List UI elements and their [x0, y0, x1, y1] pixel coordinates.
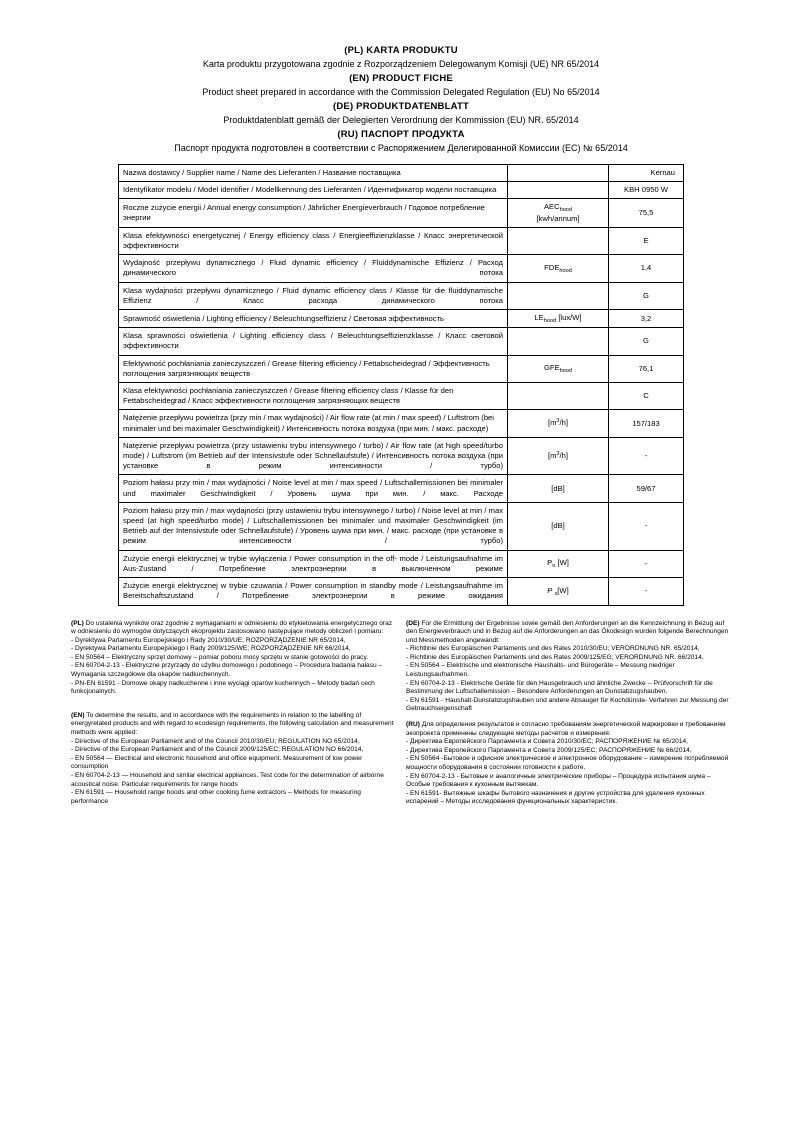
- table-row: [119, 227, 684, 254]
- notes-de-line: - Richtlinie des Europäischen Parlaments und des Rates 2009/125/EG; VERORDNUNG NR. 66/2014,: [406, 653, 704, 661]
- notes-en-line: - Directive of the European Parliament and of the Council 2009/125/EC; REGULATION NO 66/2014,: [71, 746, 364, 754]
- spec-symbol: $[m^3/h]$: [508, 410, 609, 437]
- heading-sub-en: Product sheet prepared in accordance with the Commission Delegated Regulation (EU) No 65/2014: [202, 87, 600, 97]
- spec-description: Poziom hałasu przy min / max wydajności (przy ustawieniu trybu intensywnego / turbo) / Noise level at min / max speed (at high speed/turbo mode) / Luftschallemissionen bei minimaler und maximaler Geschwindigkeit (im Betrieb auf der Intensivstufe oder Schnellaufstufe) / Уровень шума при мин. / макс. расходе (при установке в режим интенсивности / турбо): [119, 502, 508, 550]
- spec-description: Zużycie energii elektrycznej w trybie wyłączenia / Power consumption in the off- mode / Leistungsaufnahme im Aus-Zustand / Потребление электроэнергии в выключенном режиме: [119, 550, 508, 577]
- spec-value: 76,1: [609, 355, 684, 382]
- table-row: [119, 578, 684, 605]
- notes-en-line: - EN 61591 — Household range hoods and other cooking fume extractors – Methods for measuring performance: [71, 789, 361, 805]
- spec-value: 1,4: [609, 255, 684, 282]
- spec-symbol: P $_s$[W]: [508, 578, 609, 605]
- notes-de: [406, 620, 731, 715]
- spec-description: Natężenie przepływu powietrza (przy ustawieniu trybu intensywnego / turbo) / Air flow rate (at high speed/turbo mode) / Luftstrom (im Betrieb auf der Intensivstufe oder Schnellaufstufe) / Интенсивность потока воздуха (при установке в режим интенсивности / турбо): [119, 437, 508, 475]
- notes-ru: [406, 721, 731, 807]
- spec-description: Wydajność przepływu dynamicznego / Fluid dynamic efficiency / Fluiddynamische Effizienz / Расход динамического потока: [119, 255, 508, 282]
- notes-en-line: - EN 60704-2-13 — Household and similar electrical appliances. Test code for the determination of airborne acoustical noise. Particular requirements for range hoods: [71, 772, 384, 788]
- table-row: [119, 437, 684, 475]
- spec-description: Nazwa dostawcy / Supplier name / Name des Lieferanten / Название поставщика: [119, 165, 508, 182]
- spec-description: Klasa efektywności energetycznej / Energy efficiency class / Energieeffizienzklasse / Класс энергетической эффективности: [119, 227, 508, 254]
- spec-description: Klasa sprawności oświetlenia / Lighting efficiency class / Beleuchtungseffizienzklasse / Класс световой эффективности: [119, 328, 508, 355]
- table-row: [119, 328, 684, 355]
- spec-symbol: $GFE_{hood}$: [508, 355, 609, 382]
- spec-value: 3,2: [609, 310, 684, 328]
- spec-value: E: [609, 227, 684, 254]
- notes-pl-line: - EN 60704-2-13 - Elektryczne przyrządy do użytku domowego i podobnego – Procedura badania hałasu – Wymagania szczegółowe dla okapów nadkuchennych.: [71, 662, 383, 679]
- spec-value: -: [609, 502, 684, 550]
- heading-title-ru: (RU) ПАСПОРТ ПРОДУКТА: [337, 129, 465, 140]
- spec-symbol: $FDE_{hood}$: [508, 255, 609, 282]
- spec-description: Identyfikator modelu / Model identifier / Modellkennung des Lieferanten / Идентификатор модели поставщика: [119, 182, 508, 199]
- notes-pl: [71, 620, 396, 697]
- document-headings: [0, 0, 802, 155]
- heading-sub-ru: Паспорт продукта подготовлен в соответствии с Распоряжением Делегированной Комиссии (ЕС) № 65/2014: [174, 143, 628, 153]
- spec-description: Roczne zużycie energii / Annual energy consumption / Jährlicher Energieverbrauch / Годовое потребление энергии: [119, 199, 508, 227]
- spec-symbol: [dB]: [508, 502, 609, 550]
- notes-en-line: - EN 50564 — Electrical and electronic household and office equipment. Measurement of low power consumption: [71, 754, 363, 771]
- heading-title-de: (DE) PRODUKTDATENBLATT: [333, 101, 469, 112]
- heading-sub-de: Produktdatenblatt gemäß der Delegierten Verordnung der Kommission (EU) NR. 65/2014: [223, 115, 579, 125]
- table-row: [119, 410, 684, 437]
- notes-ru-line: - Директива Европейского Парламента и Совета 2009/125/ЕС; РАСПОРЯЖЕНИЕ № 66/2014,: [406, 746, 692, 754]
- notes-de-line: (DE) Für die Ermittlung der Ergebnisse sowie gemäß den Anforderungen an die Kennzeichnung in Bezug auf den Energieverbrauch und in Bezug auf die Anforderungen an das Ökodesign wurden folgende Berechnungen und Messmethoden angewandt:: [406, 619, 729, 644]
- spec-symbol: [508, 282, 609, 309]
- heading-title-en: (EN) PRODUCT FICHE: [349, 73, 453, 84]
- notes-column-left: [71, 620, 396, 814]
- table-row: [119, 199, 684, 227]
- spec-value: 59/67: [609, 475, 684, 502]
- spec-value: -: [609, 437, 684, 475]
- notes-ru-line: - EN 50564 -Бытовое и офисное электрическое и электронное оборудование – измерение потребляемой мощности оборудования в состоянии готовности к работе.: [406, 755, 729, 771]
- spec-value: 75,5: [609, 199, 684, 227]
- spec-symbol: $LE_{hood}$ [lux/W]: [508, 310, 609, 328]
- table-row: [119, 182, 684, 199]
- notes-section: [71, 620, 731, 814]
- notes-ru-line: (RU) Для определения результатов и согласно требованиям энергетической маркировки и требованиям экопроекта применены следующие методы расчетов и измерения:: [406, 721, 726, 737]
- spec-value: C: [609, 383, 684, 410]
- heading-sub-pl: Karta produktu przygotowana zgodnie z Rozporządzeniem Delegowanym Komisji (UE) NR 65/2014: [202, 59, 600, 69]
- notes-de-line: - EN 61591 - Haushalt-Dunstabzugshauben und andere Absauger für Kochdünste- Verfahren zur Messung der Gebrauchseigenschaft: [406, 696, 729, 713]
- table-row: [119, 502, 684, 550]
- spec-description: Klasa wydajności przepływu dynamicznego / Fluid dynamic efficiency class / Klasse für die fluiddynamische Effizienz / Класс расхода динамического потока: [119, 282, 508, 309]
- spec-symbol: [508, 383, 609, 410]
- notes-ru-line: - Директива Европейского Парламента и Совета 2010/30/ЕС; РАСПОРЯЖЕНИЕ № 65/2014,: [406, 738, 688, 746]
- spec-description: Zużycie energii elektrycznej w trybie czuwania / Power consumption in standby mode / Leistungsaufnahme im Bereitschaftszustand / Потребление электроэнергии в режиме ожидания: [119, 578, 508, 605]
- notes-en: [71, 712, 396, 807]
- spec-symbol: [508, 227, 609, 254]
- spec-symbol: $[m^3/h]$: [508, 437, 609, 475]
- notes-en-line: (EN) To determine the results, and in accordance with the requirements in relation to the labelling of energyrelated products and with regard to ecodesign requirements, the following calculation and measurement methods were applied:: [71, 711, 394, 737]
- spec-description: Sprawność oświetlenia / Lighting efficiency / Beleuchtungseffizienz / Световая эффективность: [119, 310, 508, 328]
- spec-symbol: [dB]: [508, 475, 609, 502]
- notes-pl-line: (PL) Do ustalenia wyników oraz zgodnie z wymaganiami w odniesieniu do etykietowania energetycznego oraz w odniesieniu do wymogów dotyczących ekoprojektu zastosowano następujące metody obliczeń i pomiaru:: [71, 619, 393, 636]
- notes-pl-line: - Dyrektywa Parlamentu Europejskiego i Rady 2009/125/WE; ROZPORZĄDZENIE NR 66/2014,: [71, 645, 351, 653]
- notes-pl-line: - EN 50564 – Elektryczny sprzęt domowy – pomiar poboru mocy sprzętu w stanie gotowości do pracy.: [71, 653, 369, 661]
- notes-pl-line: - Dyrektywa Parlamentu Europejskiego i Rady 2010/30/UE; ROZPORZĄDZENIE NR 65/2014,: [71, 636, 346, 644]
- table-row: [119, 282, 684, 309]
- notes-pl-line: - PN-EN 61591 - Domowe okapy nadkuchenne i inne wyciągi oparów kuchennych – Metody badań cech funkcjonalnych.: [71, 679, 375, 696]
- notes-en-line: - Directive of the European Parliament and of the Council 2010/30/EU; REGULATION NO 65/2014,: [71, 737, 360, 745]
- spec-value: G: [609, 328, 684, 355]
- spec-description: Poziom hałasu przy min / max wydajności / Noise level at min / max speed / Luftschallemissionen bei minimaler und maximaler Geschwindigkeit / Уровень шума при мин. / макс. Расходе: [119, 475, 508, 502]
- notes-de-line: - Richtlinie des Europäischen Parlaments und des Rates 2010/30/EU; VERORDNUNG NR. 65/2014,: [406, 645, 700, 653]
- spec-description: Efektywność pochłaniania zanieczyszczeń / Grease filtering efficiency / Fettabscheidegrad / Эффективность поглощения загрязняющих веществ: [119, 355, 508, 382]
- notes-ru-line: - EN 61591- Вытяжные шкафы бытового назначения и другие устройства для удаления кухонных испарений – Методы исследования функциональных характеристик.: [406, 789, 705, 806]
- spec-description: Natężenie przepływu powietrza (przy min / max wydajności) / Air flow rate (at min / max speed) / Luftstrom (bei minimaler und bei maximaler Geschwindigkeit) / Интенсивность потока воздуха (при мин. / макс. расходе): [119, 410, 508, 437]
- spec-value: -: [609, 550, 684, 577]
- spec-value: Kernau: [609, 165, 684, 182]
- table-row: [119, 355, 684, 382]
- table-row: [119, 255, 684, 282]
- table-row: [119, 550, 684, 577]
- heading-title-pl: (PL) KARTA PRODUKTU: [344, 45, 458, 56]
- spec-value: -: [609, 578, 684, 605]
- notes-de-line: - EN 50564 – Elektrische und elektronische Haushalts- und Bürogeräte – Messung niedriger Leistungsaufnahmen.: [406, 662, 675, 679]
- spec-symbol: [508, 165, 609, 182]
- specification-table: [118, 164, 684, 606]
- table-row: [119, 310, 684, 328]
- spec-symbol: [508, 328, 609, 355]
- notes-column-right: [406, 620, 731, 814]
- spec-symbol: $AEC_{hood}$ [kwh/annum]: [508, 199, 609, 227]
- spec-value: KBH 0950 W: [609, 182, 684, 199]
- notes-ru-line: - EN 60704-2-13 - Бытовые и аналогичные электрические приборы – Процедура испытания шума –Особые требования к кухонным вытяжкам.: [406, 772, 711, 789]
- table-row: [119, 475, 684, 502]
- spec-value: 157/183: [609, 410, 684, 437]
- spec-symbol: [508, 182, 609, 199]
- table-row: [119, 383, 684, 410]
- notes-de-line: - EN 60704-2-13 - Elektrische Geräte für den Hausgebrauch und ähnliche Zwecke -- Prüfvorschrift für die Bestimmung der Luftschallemission – Besondere Anforderungen an Dunstabzugshauben.: [406, 679, 713, 696]
- spec-description: Klasa efektywności pochłaniania zanieczyszczeń / Grease filtering efficiency class / Klasse für den Fettabscheidegrad / Класс эффективности поглощения загрязняющих веществ: [119, 383, 508, 410]
- table-row: [119, 165, 684, 182]
- spec-symbol: $P_o$ [W]: [508, 550, 609, 577]
- spec-value: G: [609, 282, 684, 309]
